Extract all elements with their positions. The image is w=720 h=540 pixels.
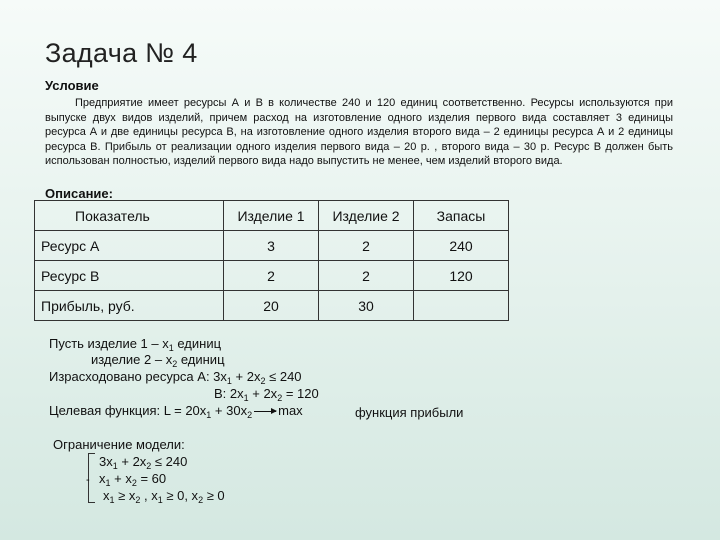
- formula-text: ≥ 0: [203, 488, 225, 503]
- formula-text: ≤ 240: [265, 369, 302, 384]
- table-row: [35, 261, 509, 291]
- table-header-cell: Запасы: [414, 201, 509, 231]
- formula-text: + 2x: [117, 454, 147, 469]
- formula-text: Израсходовано ресурса А: 3x: [49, 369, 227, 384]
- formula-subscript: 2: [198, 495, 204, 505]
- formula-subscript: 2: [135, 495, 141, 505]
- objective-function: [49, 403, 303, 420]
- constraint-1: [99, 454, 187, 471]
- slide-title: Задача № 4: [45, 38, 198, 68]
- table-cell: 240: [414, 231, 509, 261]
- table-cell: 2: [319, 261, 414, 291]
- formula-subscript: 1: [243, 393, 249, 403]
- formula-text: единиц: [173, 336, 222, 351]
- condition-heading: Условие: [45, 78, 99, 93]
- formula-text: + x: [110, 471, 132, 486]
- formula-text: + 30x: [211, 403, 248, 418]
- formula-text: Целевая функция: L = 20x: [49, 403, 207, 418]
- bracket-mark: -: [86, 474, 90, 486]
- arrow-right-icon: [254, 411, 276, 412]
- description-heading: Описание:: [45, 186, 113, 201]
- table-cell: Ресурс В: [35, 261, 224, 291]
- table-header-row: [35, 201, 509, 231]
- formula-subscript: 2: [260, 376, 266, 386]
- profit-function-label: функция прибыли: [355, 405, 464, 420]
- formula-text: ≥ x: [114, 488, 136, 503]
- formula-subscript: 2: [146, 461, 152, 471]
- table-header-cell: Показатель: [35, 201, 224, 231]
- table-header-cell: Изделие 1: [224, 201, 319, 231]
- formula-subscript: 2: [247, 410, 253, 420]
- formula-text: единиц: [177, 352, 225, 367]
- formula-subscript: 2: [172, 359, 178, 369]
- table-row: [35, 231, 509, 261]
- formula-text: + 2x: [248, 386, 278, 401]
- formula-text: x: [103, 488, 110, 503]
- formula-subscript: 1: [109, 495, 115, 505]
- formula-text: x: [99, 471, 106, 486]
- table-cell: 3: [224, 231, 319, 261]
- formula-text: = 60: [136, 471, 167, 486]
- variable-definition-1: [49, 336, 221, 353]
- condition-text: Предприятие имеет ресурсы А и В в количестве 240 и 120 единиц соответственно. Ресурсы используются при выпуске двух видов изделий, причем расход на изготовление одного изделия первого вида составляет 3 единицы ресурса А и две единицы ресурса В, на изготовление одного изделия второго вида – 2 единицы ресурса А и 2 единицы ресурса В. Прибыль от реализации одного изделия первого вида – 20 р. , второго вида – 30 р. Ресурс В должен быть использован полностью, изделий первого вида надо выпустить не менее, чем изделий второго вида.: [45, 97, 673, 168]
- formula-subscript: 1: [157, 495, 163, 505]
- table-header-cell: Изделие 2: [319, 201, 414, 231]
- formula-text: + 2x: [231, 369, 261, 384]
- table-cell: [414, 291, 509, 321]
- formula-text: В: 2x: [214, 386, 244, 401]
- constraint-3: [103, 488, 225, 505]
- variable-definition-2: [91, 352, 225, 369]
- formula-text: max: [278, 403, 303, 418]
- formula-text: 3x: [99, 454, 113, 469]
- resource-table: [34, 200, 509, 321]
- table-cell: 2: [319, 231, 414, 261]
- formula-text: , x: [140, 488, 158, 503]
- formula-subscript: 1: [168, 343, 174, 353]
- formula-text: изделие 2 – x: [91, 352, 173, 367]
- table-cell: Прибыль, руб.: [35, 291, 224, 321]
- constraint-2: [99, 471, 166, 488]
- table-cell: Ресурс А: [35, 231, 224, 261]
- formula-subscript: 2: [277, 393, 283, 403]
- formula-subscript: 1: [226, 376, 232, 386]
- formula-text: = 120: [282, 386, 319, 401]
- formula-subscript: 1: [206, 410, 212, 420]
- formula-text: ≥ 0, x: [162, 488, 199, 503]
- table-cell: 20: [224, 291, 319, 321]
- resource-a-usage: [49, 369, 302, 386]
- table-cell: 2: [224, 261, 319, 291]
- table-row: [35, 291, 509, 321]
- constraints-heading: Ограничение модели:: [53, 437, 185, 452]
- formula-subscript: 2: [131, 478, 137, 488]
- table-cell: 30: [319, 291, 414, 321]
- formula-text: Пусть изделие 1 – x: [49, 336, 169, 351]
- resource-b-usage: [214, 386, 319, 403]
- formula-subscript: 1: [112, 461, 118, 471]
- formula-subscript: 1: [105, 478, 111, 488]
- table-cell: 120: [414, 261, 509, 291]
- formula-text: ≤ 240: [151, 454, 188, 469]
